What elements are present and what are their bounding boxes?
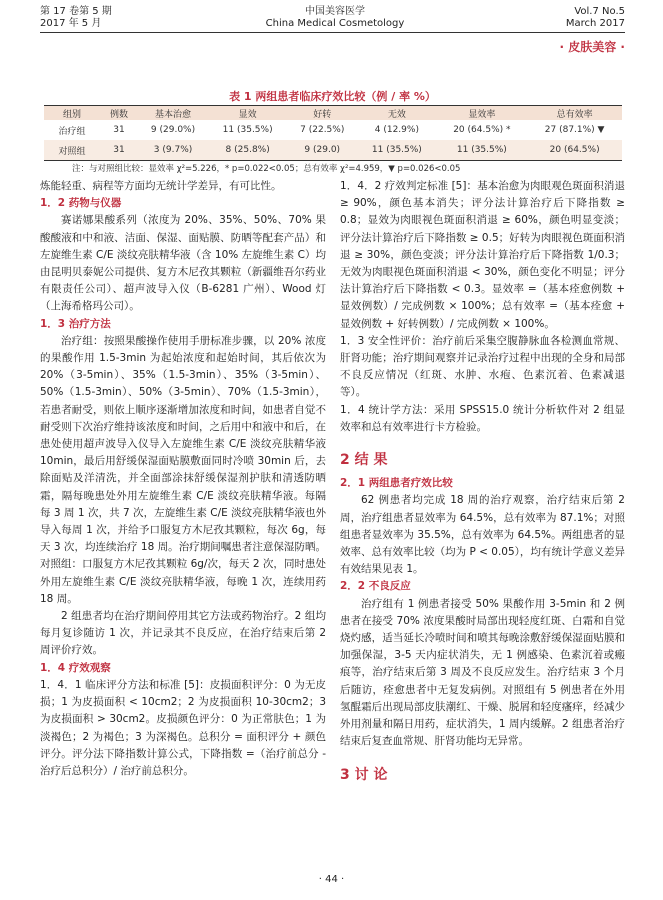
section-tag: · 皮肤美容 ·: [559, 40, 625, 54]
subsection-heading: 2．1 两组患者疗效比较: [340, 477, 453, 490]
table-title: 表 1 两组患者临床疗效比较（例 / 率 %）: [229, 90, 436, 103]
subsection-heading: 1．4 疗效观察: [40, 661, 111, 674]
header-right: [520, 6, 625, 30]
table-header-cell: 组别: [44, 106, 100, 120]
table-cell: 11 (35.5%): [222, 125, 273, 135]
subsection-heading: 2．2 不良反应: [340, 580, 411, 593]
paragraph: 赛诺娜果酸系列（浓度为 20%、35%、50%、70% 果酸酸液和中和液、洁面、保湿、面贴膜、防晒等配套产品）和左旋维生素 C/E 淡纹亮肤精华液（含 10% 左旋维生素 C）均由昆明贝泰妮公司提供、复方木尼孜其颗粒（新疆维吾尔药业有限责任公司）、超声波导入仪（B-6281 广州）、Wood 灯（上海希格玛公司）。: [40, 214, 326, 313]
paragraph: 1．3 安全性评价：治疗前后采集空腹静脉血各检测血常规、肝肾功能；治疗期间观察并记录治疗过程中出现的全身和局部不良反应情况（红斑、水肿、水疱、色素沉着、色素减退等）。: [340, 334, 625, 399]
table-header-cell: 显效率: [436, 106, 527, 120]
table-cell: 8 (25.8%): [208, 140, 287, 160]
table-cell: 4 (12.9%): [374, 125, 419, 135]
table-header-cell: 例数: [100, 106, 138, 120]
paragraph: 2 组患者均在治疗期间停用其它方法或药物治疗。2 组均每月复诊随访 1 次，并记录其不良反应，在治疗结束后第 2 周评价疗效。: [40, 610, 326, 657]
journal-date: 2017 年 5 月: [40, 18, 102, 29]
table-cell: 20 (64.5%) *: [453, 125, 511, 135]
journal-volume: 第 17 卷第 5 期: [40, 6, 112, 17]
paragraph: 1．4．2 疗效判定标准 [5]：基本治愈为肉眼观色斑面积消退 ≥ 90%，颜色基本消失；评分法计算治疗后下降指数 ≥ 0.8；显效为肉眼视色斑面积消退 ≥ 60%，颜色明显变淡；评分法计算治疗后下降指数 ≥ 0.5；好转为肉眼视色斑面积消退 ≥ 30%，颜色变淡；评分法计算治疗后下降指数 1/0.3；无效为肉眼视色斑面积消退 < 30%，颜色变化不明显；评分法计算治疗后下降指数 < 0.3。显效率 =（基本痊愈例数 + 显效例数）/ 完成例数 × 100%；总有效率 =（基本痊愈 + 显效例数 + 好转例数）/ 完成例数 × 100%。: [340, 180, 625, 330]
header-center: [240, 6, 430, 30]
table-cell: 31: [113, 125, 125, 135]
table-cell: 治疗组: [58, 126, 86, 137]
paragraph: 1．4．1 临床评分方法和标准 [5]：皮损面积评分：0 为无皮损；1 为皮损面积 < 10cm2；2 为皮损面积 10-30cm2；3 为皮损面积 > 30cm2。皮损颜色评分：0 为正常肤色；1 为淡褐色；2 为褐色；3 为深褐色。总积分 = 面积评分 + 颜色评分。评分法下降指数计算公式，下降指数 =（治疗前总分 - 治疗后总积分）/ 治疗前总积分。: [40, 678, 326, 777]
table-header-cell: 总有效率: [527, 106, 622, 120]
journal-title-en: China Medical Cosmetology: [265, 18, 405, 29]
table-cell: 对照组: [44, 140, 100, 160]
paragraph: 治疗组：按照果酸操作使用手册标准步骤，以 20% 浓度的果酸作用 1.5-3min 为起始浓度和起始时间，其后依次为 20%（3-5min）、35%（1.5-3min）、35%（3-5min）、50%（1.5-3min）、50%（3-5min）、70%（1.5-3min），若患者耐受，则依上顺序逐渐增加浓度和时间，如患者自觉不耐受则下次治疗维持该浓度和时间，之后用中和液中和后，在患处使用超声波导入仪导入左旋维生素 C/E 淡纹亮肤精华液 10min，最后用舒缓保湿面贴膜敷面同时冷喷 30min 后，去除面贴及洋清洗，并全面部涂抹舒缓保湿剂护肤和清透防晒霜，隔每晚患处外用左旋维生素 C/E 淡纹亮肤精华液。每隔每 3 周 1 次，共 7 次，左旋维生素 C/E 淡纹亮肤精华液也外导入每周 1 次，并给予口服复方木尼孜其颗粒，每次 6g，每天 3 次，均连续治疗 18 周。治疗期间嘱患者注意保湿防晒。对照组：口服复方木尼孜其颗粒 6g/次，每天 2 次，同时患处外用左旋维生素 C/E 淡纹亮肤精华液，每晚 1 次，连续用药 18 周。: [40, 334, 326, 605]
table-header-cell: 无效: [357, 106, 436, 120]
paragraph: 1．4 统计学方法：采用 SPSS15.0 统计分析软件对 2 组显效率和总有效率进行卡方检验。: [340, 403, 625, 433]
header-rule: [40, 32, 625, 33]
journal-date-en: March 2017: [565, 18, 625, 29]
table-cell: 9 (29.0%): [150, 125, 196, 135]
table-cell: 3 (9.7%): [138, 140, 208, 160]
table-note: 注：与对照组比较：显效率 χ²=5.226，* p=0.022<0.05；总有效率 χ²=4.959，▼ p=0.026<0.05: [72, 164, 461, 174]
table-cell: 7 (22.5%): [300, 125, 345, 135]
table-cell: 11 (35.5%): [357, 140, 436, 160]
table-cell: 27 (87.1%) ▼: [544, 125, 605, 135]
page-number: · 44 ·: [318, 874, 345, 885]
right-column: [340, 178, 625, 790]
section-heading: 2 结 果: [340, 452, 388, 469]
paragraph: 治疗组有 1 例患者接受 50% 果酸作用 3-5min 和 2 例患者在接受 70% 浓度果酸时局部出现轻度红斑、白霜和自觉烧灼感，适当延长冷喷时间和喷其每晚涂敷舒缓保湿面贴膜和加强保湿，3-5 天内症状消失，无 1 例感染、色素沉着或瘢痕等，治疗结束后第 3 周及不良反应发生。治疗结束 3 个月后随访，痊愈患者中无复发病例。对照组有 5 例患者在外用氢醌霜后出现局部皮肤潮红、干燥、脱屑和轻度瘙痒，经减少外用剂量和隔日用药，症状消失，1 周内缓解。2 组患者治疗结束后复查血常规、肝肾功能均无异常。: [340, 597, 625, 748]
left-column: [40, 178, 326, 780]
results-table: [44, 106, 622, 160]
header-left: [40, 6, 112, 30]
paragraph: 炼能轻重、病程等方面均无统计学差异，有可比性。: [40, 180, 282, 192]
table-cell: 11 (35.5%): [436, 140, 527, 160]
section-heading: 3 讨 论: [340, 766, 388, 783]
table-row: [44, 140, 622, 160]
table-cell: 9 (29.0): [287, 140, 357, 160]
table-cell: 31: [100, 140, 138, 160]
table-cell: 20 (64.5%): [527, 140, 622, 160]
table-header-row: [44, 106, 622, 120]
subsection-heading: 1．3 治疗方法: [40, 317, 111, 330]
table-bottom-rule: [44, 160, 622, 161]
table-header-cell: 显效: [208, 106, 287, 120]
table-header-cell: 好转: [287, 106, 357, 120]
journal-title-cn: 中国美容医学: [305, 6, 365, 17]
subsection-heading: 1．2 药物与仪器: [40, 197, 122, 210]
paragraph: 62 例患者均完成 18 周的治疗观察，治疗结束后第 2 周，治疗组患者显效率为 64.5%，总有效率为 87.1%；对照组患者显效率为 35.5%，总有效率为 64.5%。两组患者的显效率、总有效率比较（均为 P < 0.05），均有统计学意义差异有效结果见表 1。: [340, 494, 625, 576]
table-row: [44, 120, 622, 140]
journal-volume-en: Vol.7 No.5: [574, 6, 625, 17]
table-header-cell: 基本治愈: [138, 106, 208, 120]
